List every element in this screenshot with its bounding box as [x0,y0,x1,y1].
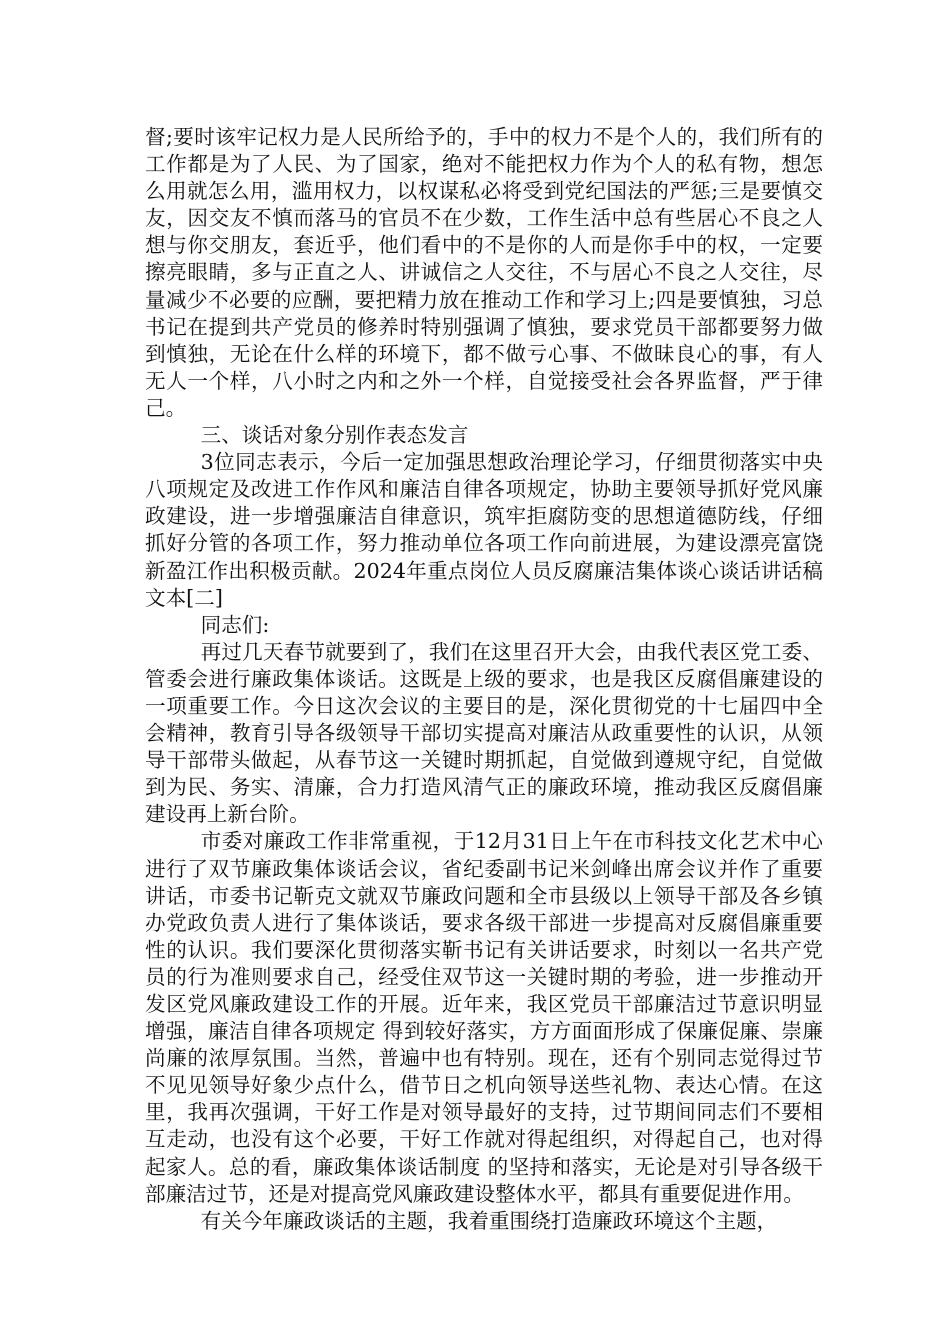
salutation: 同志们: [200,612,270,637]
paragraph-theme: 有关今年廉政谈话的主题，我着重围绕打造廉政环境这个主题， [200,1208,778,1233]
section-heading: 三、谈话对象分别作表态发言 [200,423,469,448]
paragraph-statements: 3位同志表示，今后一定加强思想政治理论学习，仔细贯彻落实中央八项规定及改进工作作风和廉洁自律各项规定，协助主要领导抓好党风廉政建设，进一步增强廉洁自律意识，筑牢拒腐防变的思想道德防线，仔细抓好分管的各项工作，努力推动单位各项工作向前进展，为建设漂亮富饶新盈江作出积极贡献。2024年重点岗位人员反腐廉洁集体谈心谈话讲话稿文本[二] [145,450,823,610]
paragraph-spring-festival: 再过几天春节就要到了，我们在这里召开大会，由我代表区党工委、管委会进行廉政集体谈话。这既是上级的要求，也是我区反腐倡廉建设的一项重要工作。今日这次会议的主要目的是，深化贯彻党的十七届四中全会精神，教育引导各级领导干部切实提高对廉洁从政重要性的认识，从领导干部带头做起，从春节这一关键时期抓起，自觉做到遵规守纪，自觉做到为民、务实、清廉，合力打造风清气正的廉政环境，推动我区反腐倡廉建设再上新台阶。 [145,639,823,827]
paragraph-self-discipline: 督;要时该牢记权力是人民所给予的，手中的权力不是个人的，我们所有的工作都是为了人民、为了国家，绝对不能把权力作为个人的私有物，想怎么用就怎么用，滥用权力，以权谋私必将受到党纪国法的严惩;三是要慎交友，因交友不慎而落马的官员不在少数，工作生活中总有些居心不良之人想与你交朋友，套近乎，他们看中的不是你的人而是你手中的权，一定要擦亮眼睛，多与正直之人、讲诚信之人交往，不与居心不良之人交往，尽量减少不必要的应酬，要把精力放在推动工作和学习上;四是要慎独，习总书记在提到共产党员的修养时特别强调了慎独，要求党员干部都要努力做到慎独，无论在什么样的环境下，都不做亏心事、不做昧良心的事，有人无人一个样，八小时之内和之外一个样，自觉接受社会各界监督，严于律己。 [145,125,823,420]
document-body [145,124,823,1235]
paragraph-municipal-committee: 市委对廉政工作非常重视，于12月31日上午在市科技文化艺术中心进行了双节廉政集体谈话会议，省纪委副书记米剑峰出席会议并作了重要讲话，市委书记靳克文就双节廉政问题和全市县级以上领导干部及各乡镇办党政负责人进行了集体谈话，要求各级干部进一步提高对反腐倡廉重要性的认识。我们要深化贯彻落实靳书记有关讲话要求，时刻以一名共产党员的行为准则要求自己，经受住双节这一关键时期的考验，进一步推动开发区党风廉政建设工作的开展。近年来，我区党员干部廉洁过节意识明显增强，廉洁自律各项规定 得到较好落实，方方面面形成了保廉促廉、崇廉尚廉的浓厚氛围。当然，普遍中也有特别。现在，还有个别同志觉得过节不见见领导好象少点什么，借节日之机向领导送些礼物、表达心情。在这里，我再次强调，干好工作是对领导最好的支持，过节期间同志们不要相互走动，也没有这个必要，干好工作就对得起组织，对得起自己，也对得起家人。总的看，廉政集体谈话制度 的坚持和落实，无论是对引导各级干部廉洁过节，还是对提高党风廉政建设整体水平，都具有重要促进作用。 [145,829,823,1206]
